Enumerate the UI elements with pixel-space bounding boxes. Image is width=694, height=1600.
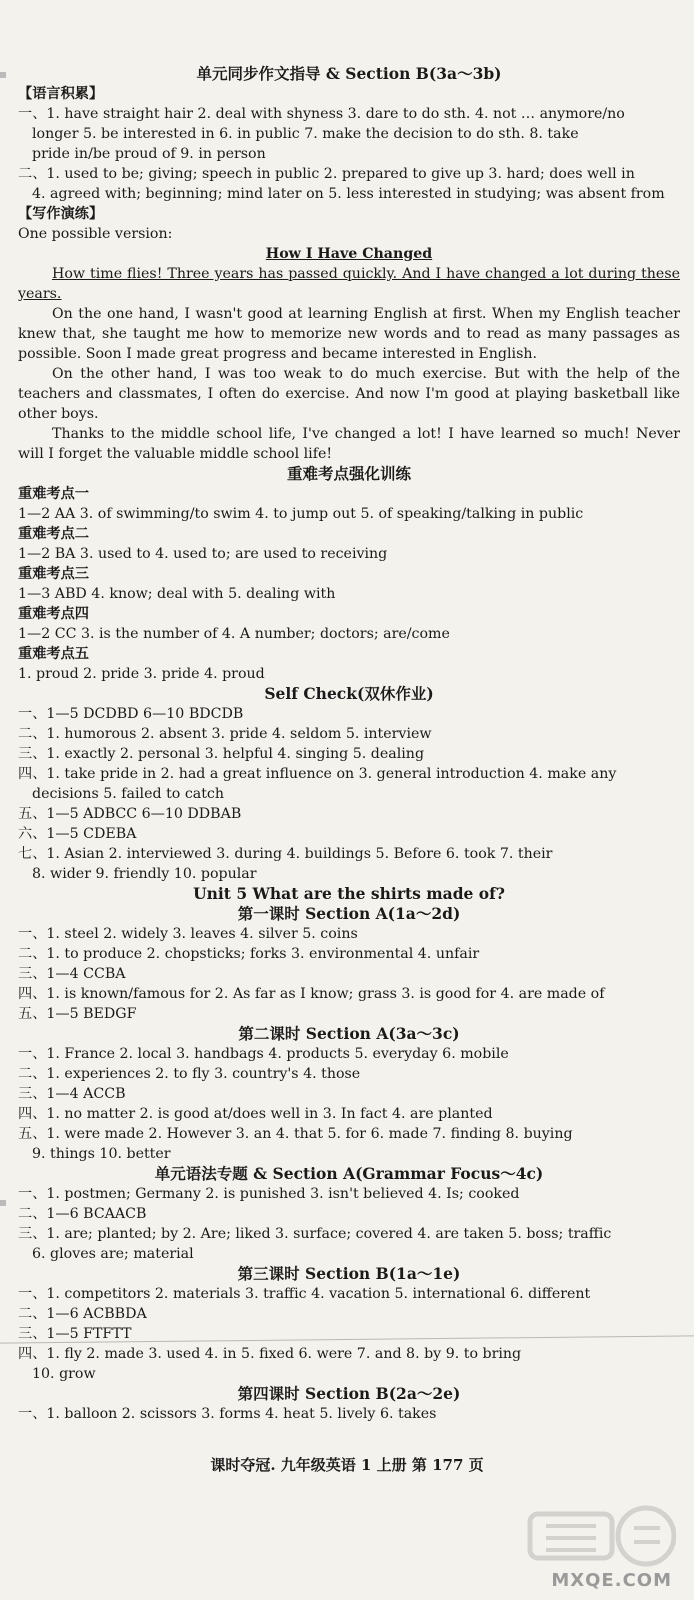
answer-line-continued: longer 5. be interested in 6. in public 7. make the decision to do sth. 8. take	[32, 126, 579, 142]
answer-line: 1—2 AA 3. of swimming/to swim 4. to jump out 5. of speaking/talking in public	[18, 506, 584, 522]
answer-line-continued: 4. agreed with; beginning; mind later on 5. less interested in studying; was absent from	[32, 186, 665, 202]
section-title: Self Check(双休作业)	[264, 684, 434, 703]
answer-line: 四、1. take pride in 2. had a great influence on 3. general introduction 4. make any	[18, 766, 617, 782]
watermark-logo	[526, 1500, 676, 1578]
section-title: 第二课时 Section A(3a～3c)	[238, 1024, 460, 1043]
answer-line: 三、1. exactly 2. personal 3. helpful 4. singing 5. dealing	[18, 746, 425, 762]
answer-line: 二、1. to produce 2. chopsticks; forks 3. environmental 4. unfair	[18, 946, 480, 962]
section-title: Unit 5 What are the shirts made of?	[193, 884, 505, 903]
answer-line: 三、1—4 ACCB	[18, 1086, 126, 1102]
answer-line-continued: 9. things 10. better	[32, 1146, 171, 1162]
section-title: 重难考点强化训练	[286, 464, 411, 483]
answer-line: 一、1. postmen; Germany 2. is punished 3. isn't believed 4. Is; cooked	[18, 1186, 520, 1202]
answer-line: 四、1. is known/famous for 2. As far as I know; grass 3. is good for 4. are made of	[18, 986, 605, 1002]
answer-line: 一、1. balloon 2. scissors 3. forms 4. heat 5. lively 6. takes	[18, 1406, 437, 1422]
answer-line: 1—2 BA 3. used to 4. used to; are used to receiving	[18, 546, 388, 562]
answer-line: 四、1. no matter 2. is good at/does well in 3. In fact 4. are planted	[18, 1106, 493, 1122]
answer-line-continued: 6. gloves are; material	[32, 1246, 194, 1262]
answer-line: One possible version:	[18, 226, 173, 242]
answer-line: 一、1. have straight hair 2. deal with shyness 3. dare to do sth. 4. not … anymore/no	[18, 106, 625, 122]
page-footer: 课时夺冠. 九年级英语 1 上册 第 177 页	[210, 1456, 484, 1474]
answer-line-continued: pride in/be proud of 9. in person	[32, 146, 266, 162]
answer-line: 三、1—4 CCBA	[18, 966, 126, 982]
answer-line: 1. proud 2. pride 3. pride 4. proud	[18, 666, 265, 682]
answer-line: 七、1. Asian 2. interviewed 3. during 4. buildings 5. Before 6. took 7. their	[18, 846, 553, 862]
answer-line: 二、1. humorous 2. absent 3. pride 4. seldom 5. interview	[18, 726, 432, 742]
binding-mark	[0, 1200, 6, 1206]
answer-line: 二、1—6 ACBBDA	[18, 1306, 147, 1322]
answer-line: 一、1. competitors 2. materials 3. traffic 4. vacation 5. international 6. different	[18, 1286, 591, 1302]
essay-paragraph: How time flies! Three years has passed quickly. And I have changed a lot during these years.	[18, 266, 680, 302]
answer-line: 五、1. were made 2. However 3. an 4. that 5. for 6. made 7. finding 8. buying	[18, 1126, 573, 1142]
answer-line: 一、1. France 2. local 3. handbags 4. products 5. everyday 6. mobile	[18, 1046, 509, 1062]
essay-paragraph: Thanks to the middle school life, I've changed a lot! I have learned so much! Never will I forget the valuable middle school life!	[18, 426, 680, 462]
section-title: 第一课时 Section A(1a～2d)	[237, 904, 461, 923]
answer-line-continued: 10. grow	[32, 1366, 96, 1382]
answer-line: 三、1. are; planted; by 2. Are; liked 3. surface; covered 4. are taken 5. boss; traffic	[18, 1226, 612, 1242]
section-title: 第四课时 Section B(2a～2e)	[237, 1384, 461, 1403]
answer-line: 二、1. experiences 2. to fly 3. country's 4. those	[18, 1066, 361, 1082]
section-label: 【写作演练】	[18, 206, 104, 222]
answer-line: 二、1. used to be; giving; speech in public 2. prepared to give up 3. hard; does well in	[18, 166, 635, 182]
section-label: 重难考点一	[18, 486, 89, 502]
essay-paragraph: On the other hand, I was too weak to do much exercise. But with the help of the teachers and classmates, I often do exercise. And now I'm good at playing basketball like other boys.	[18, 366, 680, 422]
section-title: 第三课时 Section B(1a～1e)	[237, 1264, 461, 1283]
answer-line: 一、1. steel 2. widely 3. leaves 4. silver 5. coins	[18, 926, 358, 942]
binding-mark	[0, 72, 6, 78]
answer-line: 1—2 CC 3. is the number of 4. A number; doctors; are/come	[18, 626, 450, 642]
answer-line: 四、1. fly 2. made 3. used 4. in 5. fixed 6. were 7. and 8. by 9. to bring	[18, 1346, 522, 1362]
answer-line: 一、1—5 DCDBD 6—10 BDCDB	[18, 706, 244, 722]
section-label: 【语言积累】	[18, 86, 104, 102]
section-label: 重难考点四	[18, 606, 89, 622]
watermark-text: MXQE.COM	[551, 1570, 672, 1591]
essay-title: How I Have Changed	[265, 246, 433, 262]
answer-line: 五、1—5 ADBCC 6—10 DDBAB	[18, 806, 242, 822]
answer-line-continued: decisions 5. failed to catch	[32, 786, 225, 802]
answer-line-continued: 8. wider 9. friendly 10. popular	[32, 866, 257, 882]
answer-line: 六、1—5 CDEBA	[18, 826, 137, 842]
section-label: 重难考点五	[18, 646, 89, 662]
answer-page	[18, 64, 680, 1424]
answer-line: 五、1—5 BEDGF	[18, 1006, 137, 1022]
section-title: 单元同步作文指导 & Section B(3a～3b)	[196, 64, 502, 83]
answer-line: 1—3 ABD 4. know; deal with 5. dealing with	[18, 586, 336, 602]
section-label: 重难考点二	[18, 526, 89, 542]
essay-paragraph: On the one hand, I wasn't good at learning English at first. When my English teacher knew that, she taught me how to memorize new words and to read as many passages as possible. Soon I made great progress and became interested in English.	[18, 306, 680, 362]
section-title: 单元语法专题 & Section A(Grammar Focus～4c)	[154, 1164, 544, 1183]
section-label: 重难考点三	[18, 566, 89, 582]
answer-line: 三、1—5 FTFTT	[18, 1326, 132, 1342]
answer-line: 二、1—6 BCAACB	[18, 1206, 147, 1222]
